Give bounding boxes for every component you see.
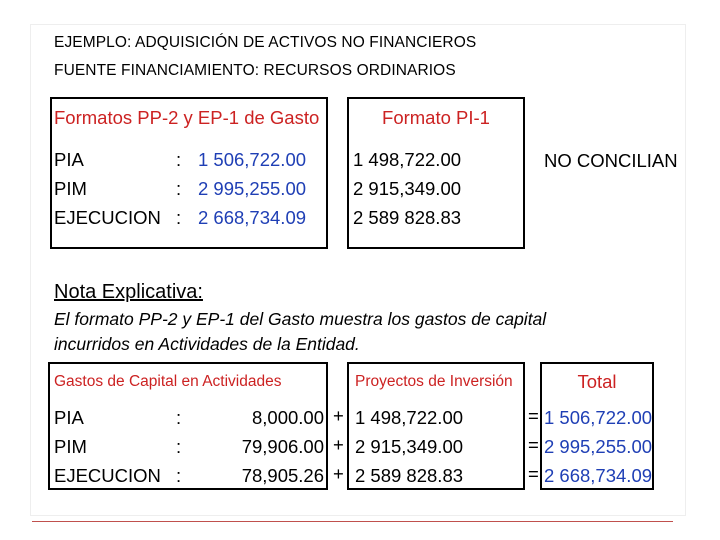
row-label: EJECUCION (54, 207, 161, 228)
plus-sign: + (333, 405, 344, 426)
proyectos-box (347, 362, 525, 490)
row-separator: : (176, 207, 182, 228)
total-box (540, 362, 654, 490)
header-line-2: FUENTE FINANCIAMIENTO: RECURSOS ORDINARIOS (54, 62, 456, 79)
status-text: NO CONCILIAN (544, 150, 678, 171)
proyectos-title: Proyectos de Inversión (355, 373, 513, 390)
row-label: PIM (54, 178, 87, 199)
pp2-ep1-box (50, 97, 328, 249)
row-separator: : (176, 178, 182, 199)
pp2-value: 1 506,722.00 (198, 149, 307, 170)
pi1-value: 2 915,349.00 (353, 178, 462, 199)
capital-box (48, 362, 328, 490)
footer-rule (32, 521, 673, 522)
pp2-ep1-title: Formatos PP-2 y EP-1 de Gasto (54, 107, 320, 128)
equals-sign: = (528, 463, 539, 484)
plus-sign: + (333, 434, 344, 455)
proyectos-value: 2 915,349.00 (355, 436, 464, 457)
total-value: 2 995,255.00 (544, 436, 653, 457)
pp2-value: 2 995,255.00 (198, 178, 307, 199)
row-separator: : (176, 436, 182, 457)
nota-line-1: El formato PP-2 y EP-1 del Gasto muestra los gastos de capital (54, 309, 547, 329)
capital-value: 78,905.26 (241, 465, 324, 486)
pi1-value: 1 498,722.00 (353, 149, 462, 170)
row-separator: : (176, 149, 182, 170)
pi1-value: 2 589 828.83 (353, 207, 462, 228)
plus-sign: + (333, 463, 344, 484)
capital-value: 8,000.00 (251, 407, 324, 428)
pp2-value: 2 668,734.09 (198, 207, 307, 228)
row-label: EJECUCION (54, 465, 161, 486)
proyectos-value: 2 589 828.83 (355, 465, 464, 486)
header-line-1: EJEMPLO: ADQUISICIÓN DE ACTIVOS NO FINANCIEROS (54, 34, 477, 51)
row-label: PIA (54, 149, 84, 170)
equals-sign: = (528, 434, 539, 455)
nota-title: Nota Explicativa: (54, 281, 203, 303)
capital-value: 79,906.00 (241, 436, 324, 457)
row-separator: : (176, 407, 182, 428)
pi1-title: Formato PI-1 (382, 107, 490, 128)
total-title: Total (577, 371, 617, 392)
total-value: 2 668,734.09 (544, 465, 653, 486)
capital-title: Gastos de Capital en Actividades (54, 373, 282, 390)
row-label: PIA (54, 407, 84, 428)
nota-line-2: incurridos en Actividades de la Entidad. (54, 334, 360, 354)
equals-sign: = (528, 405, 539, 426)
proyectos-value: 1 498,722.00 (355, 407, 464, 428)
total-value: 1 506,722.00 (544, 407, 653, 428)
row-separator: : (176, 465, 182, 486)
row-label: PIM (54, 436, 87, 457)
pi1-box (347, 97, 525, 249)
